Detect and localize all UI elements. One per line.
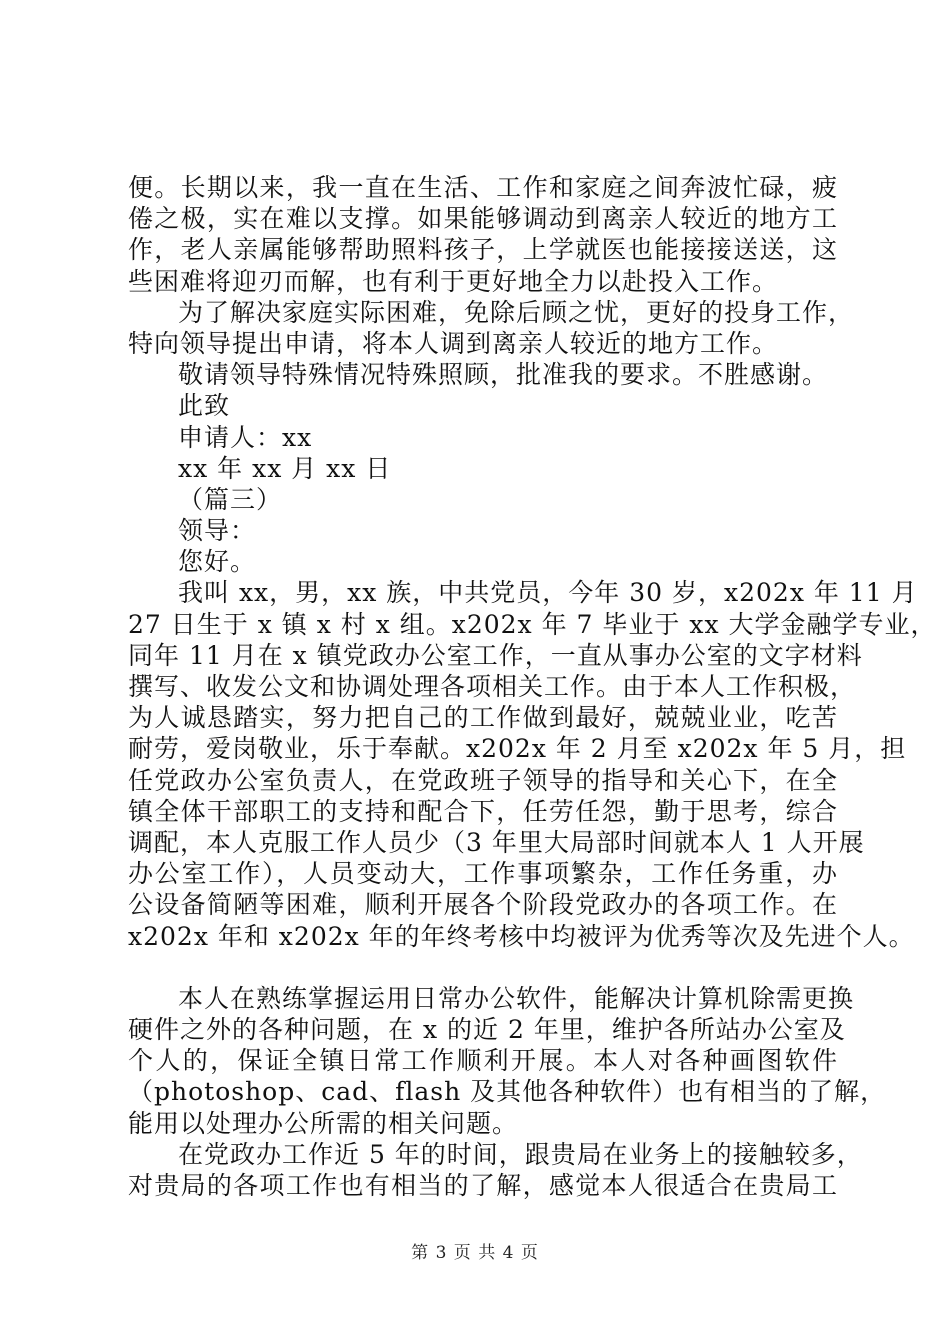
applicant-line: 申请人：xx <box>178 422 313 452</box>
text-line: 能用以处理办公所需的相关问题。 <box>128 1108 519 1138</box>
text-line: 倦之极，实在难以支撑。如果能够调动到离亲人较近的地方工 <box>128 204 838 234</box>
text-line: 对贵局的各项工作也有相当的了解，感觉本人很适合在贵局工 <box>128 1171 838 1200</box>
text-line: 硬件之外的各种问题，在 x 的近 2 年里，维护各所站办公室及 <box>128 1015 846 1045</box>
salutation-closing: 此致 <box>178 391 231 421</box>
text-line: 本人在熟练掌握运用日常办公软件，能解决计算机除需更换 <box>178 983 855 1013</box>
text-line: 作，老人亲属能够帮助照料孩子，上学就医也能接接送送，这 <box>128 235 838 265</box>
text-line: 办公室工作），人员变动大，工作事项繁杂，工作任务重，办 <box>128 859 838 889</box>
text-line: 敬请领导特殊情况特殊照顾，批准我的要求。不胜感谢。 <box>178 360 829 390</box>
section-heading: （篇三） <box>178 484 283 514</box>
date-line: xx 年 xx 月 xx 日 <box>178 453 392 483</box>
text-line: 为了解决家庭实际困难，免除后顾之忧，更好的投身工作， <box>178 297 855 327</box>
document-body <box>128 172 937 1201</box>
text-line: 镇全体干部职工的支持和配合下，任劳任怨，勤于思考，综合 <box>128 796 838 826</box>
text-line: 撰写、收发公文和协调处理各项相关工作。由于本人工作积极， <box>128 672 857 701</box>
greeting-line: 您好。 <box>178 547 257 577</box>
page-number-footer: 第 3 页 共 4 页 <box>411 1243 539 1263</box>
text-line: 在党政办工作近 5 年的时间，跟贵局在业务上的接触较多， <box>178 1139 863 1169</box>
text-line: 任党政办公室负责人，在党政班子领导的指导和关心下，在全 <box>128 765 838 795</box>
text-line: x202x 年和 x202x 年的年终考核中均被评为优秀等次及先进个人。 <box>128 921 915 951</box>
text-line: 便。长期以来，我一直在生活、工作和家庭之间奔波忙碌，疲 <box>128 173 838 202</box>
text-line: 为人诚恳踏实，努力把自己的工作做到最好，兢兢业业，吃苦 <box>128 703 838 733</box>
text-line: （photoshop、cad、flash 及其他各种软件）也有相当的了解， <box>128 1077 887 1107</box>
text-line: 调配，本人克服工作人员少（3 年里大局部时间就本人 1 人开展 <box>128 827 865 857</box>
text-line: 我叫 xx，男，xx 族，中共党员，今年 30 岁，x202x 年 11 月 <box>178 578 918 608</box>
text-line: 27 日生于 x 镇 x 村 x 组。x202x 年 7 毕业于 xx 大学金融学专业， <box>128 609 937 639</box>
text-line: 个人的，保证全镇日常工作顺利开展。本人对各种画图软件 <box>128 1046 838 1076</box>
text-line: 同年 11 月在 x 镇党政办公室工作，一直从事办公室的文字材料 <box>128 640 863 670</box>
text-line: 特向领导提出申请，将本人调到离亲人较近的地方工作。 <box>128 328 779 358</box>
addressee-line: 领导： <box>178 516 257 546</box>
text-line: 些困难将迎刃而解，也有利于更好地全力以赴投入工作。 <box>128 266 779 296</box>
text-line: 公设备简陋等困难，顺利开展各个阶段党政办的各项工作。在 <box>128 890 838 920</box>
blank-line <box>128 952 838 983</box>
text-line: 耐劳，爱岗敬业，乐于奉献。x202x 年 2 月至 x202x 年 5 月，担 <box>128 734 907 764</box>
